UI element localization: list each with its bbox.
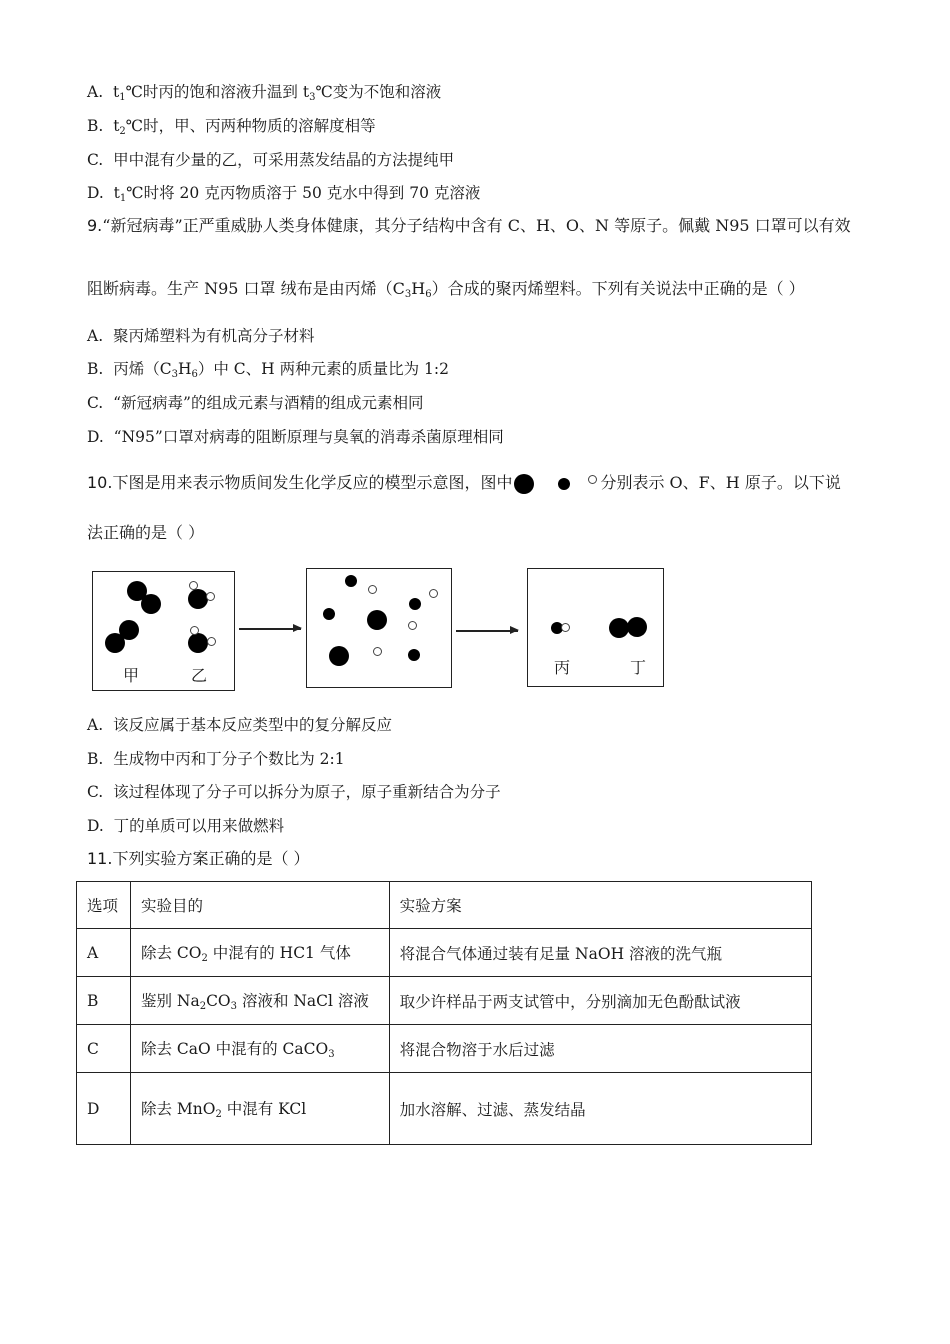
header-purpose: 实验目的 xyxy=(130,882,389,929)
label-bing: 丙 xyxy=(554,658,571,677)
hydrogen-atom xyxy=(429,589,438,598)
q8-option-d: D. $t_1℃$时将 20 克丙物质溶于 50 克水中得到 70 克溶液 xyxy=(87,184,481,204)
q9-option-b: B. 丙烯$(C_3H_6)$中 C、H 两种元素的质量比为 1:2 xyxy=(87,360,449,380)
fluorine-atom xyxy=(345,575,357,587)
oxygen-atom xyxy=(627,617,647,637)
oxygen-atom xyxy=(609,618,629,638)
q10-option-b: B. 生成物中丙和丁分子个数比为 2:1 xyxy=(87,750,345,768)
header-option: 选项 xyxy=(77,882,131,929)
q9-stem-line1: 9.“新冠病毒”正严重威胁人类身体健康，其分子结构中含有 C、H、O、N 等原子。佩戴 N95 口罩可以有效 xyxy=(87,216,851,235)
q9-option-d: D. “N95”口罩对病毒的阻断原理与臭氧的消毒杀菌原理相同 xyxy=(87,428,504,446)
q9-option-c: C. “新冠病毒”的组成元素与酒精的组成元素相同 xyxy=(87,394,424,412)
hydrogen-atom xyxy=(408,621,417,630)
fluorine-atom-legend-icon xyxy=(558,478,570,490)
oxygen-atom xyxy=(329,646,349,666)
fluorine-atom xyxy=(141,594,161,614)
q8-option-a: A. $t_1℃$时丙的饱和溶液升温到 $t_3℃$变为不饱和溶液 xyxy=(87,83,442,103)
header-plan: 实验方案 xyxy=(389,882,811,929)
reaction-arrow-1 xyxy=(239,628,301,630)
hydrogen-atom xyxy=(206,592,215,601)
hydrogen-atom-legend-icon xyxy=(588,475,597,484)
label-jia: 甲 xyxy=(123,666,140,685)
table-row: C 除去 CaO 中混有的 CaCO$_3$ 将混合物溶于水后过滤 xyxy=(77,1025,812,1073)
fluorine-atom xyxy=(409,598,421,610)
hydrogen-atom xyxy=(189,581,198,590)
table-header-row xyxy=(77,882,812,929)
q8-option-c: C. 甲中混有少量的乙，可采用蒸发结晶的方法提纯甲 xyxy=(87,151,455,169)
q10-option-c: C. 该过程体现了分子可以拆分为原子，原子重新结合为分子 xyxy=(87,783,501,801)
hydrogen-atom xyxy=(373,647,382,656)
hydrogen-atom xyxy=(368,585,377,594)
reaction-arrow-2 xyxy=(456,630,518,632)
table-row: D 除去 MnO$_2$ 中混有 KCl 加水溶解、过滤、蒸发结晶 xyxy=(77,1073,812,1145)
intermediate-box xyxy=(306,568,452,688)
table-row: A 除去 $CO_2$ 中混有的 HC1 气体 将混合气体通过装有足量 NaOH 溶液的洗气瓶 xyxy=(77,929,812,977)
q11-stem: 11.下列实验方案正确的是（ ） xyxy=(87,849,310,868)
q10-option-d: D. 丁的单质可以用来做燃料 xyxy=(87,817,285,835)
q9-stem-line2: 阻断病毒。生产 N95 口罩 绒布是由丙烯$(C_3H_6)$合成的聚丙烯塑料。下列有关说法中正确的是（ ） xyxy=(87,279,805,300)
q10-stem-line1: 10.下图是用来表示物质间发生化学反应的模型示意图，图中 分别表示 O、F、H 原子。以下说 xyxy=(87,473,841,492)
q10-stem-line2: 法正确的是（ ） xyxy=(87,523,205,542)
fluorine-atom xyxy=(408,649,420,661)
table-row: B 鉴别 $Na_2CO_3$ 溶液和 NaCl 溶液 取少许样品于两支试管中，分别滴加无色酚酞试液 xyxy=(77,977,812,1025)
oxygen-atom xyxy=(188,633,208,653)
reactants-box xyxy=(92,571,235,691)
q8-option-b: B. $t_2℃$时，甲、丙两种物质的溶解度相等 xyxy=(87,117,376,137)
oxygen-atom-legend-icon xyxy=(514,474,534,494)
q10-option-a: A. 该反应属于基本反应类型中的复分解反应 xyxy=(87,716,392,734)
hydrogen-atom xyxy=(207,637,216,646)
label-yi: 乙 xyxy=(191,666,208,685)
hydrogen-atom xyxy=(561,623,570,632)
experiment-table xyxy=(76,881,812,1145)
products-box xyxy=(527,568,664,687)
oxygen-atom xyxy=(188,589,208,609)
hydrogen-atom xyxy=(190,626,199,635)
fluorine-atom xyxy=(105,633,125,653)
fluorine-atom xyxy=(323,608,335,620)
oxygen-atom xyxy=(367,610,387,630)
q9-option-a: A. 聚丙烯塑料为有机高分子材料 xyxy=(87,327,315,345)
label-ding: 丁 xyxy=(630,658,647,677)
